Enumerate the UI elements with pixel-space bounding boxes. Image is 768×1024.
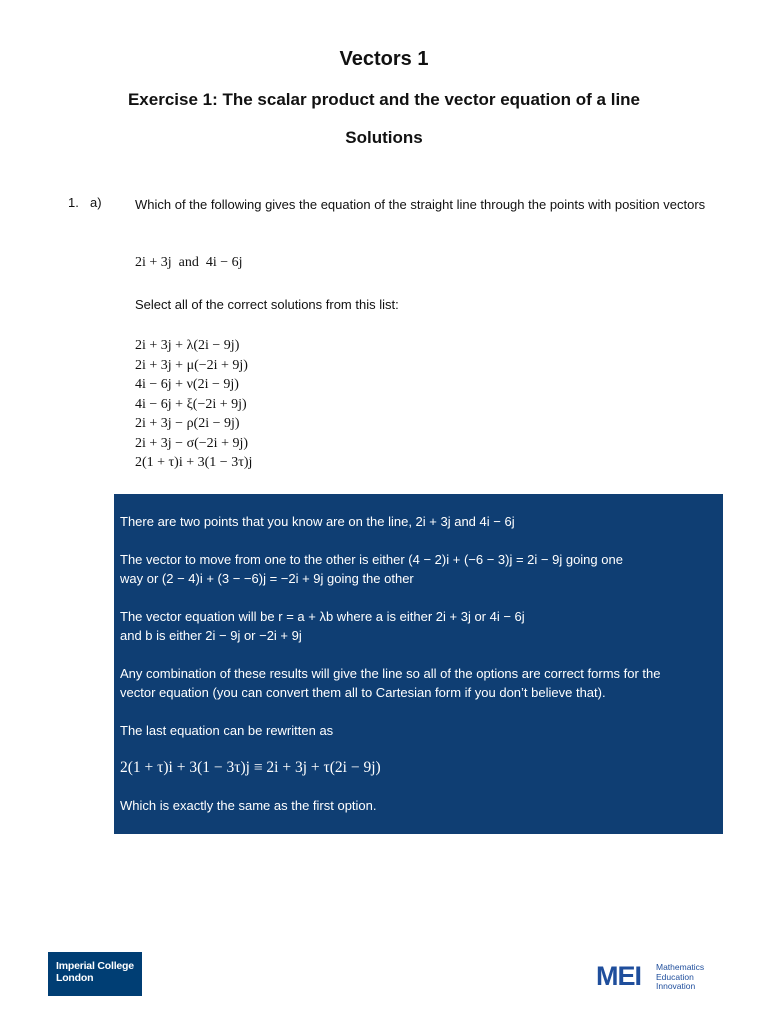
mei-logo-word: Education: [656, 971, 694, 982]
solution-text: vector equation (you can convert them all to Cartesian form if you don’t believe that).: [120, 685, 606, 700]
solutions-heading: Solutions: [345, 128, 423, 147]
option-item: 2i + 3j − ρ(2i − 9j): [135, 416, 240, 431]
solution-text: The last equation can be rewritten as: [120, 723, 334, 738]
mei-logo-word: Mathematics: [656, 962, 705, 972]
option-item: 4i − 6j + ν(2i − 9j): [135, 377, 239, 392]
solution-text: Which is exactly the same as the first option.: [120, 798, 377, 813]
mei-logo-mark: MEI: [596, 961, 642, 991]
solution-text: Any combination of these results will give the line so all of the options are correct forms for the: [120, 666, 661, 681]
page-title: Vectors 1: [339, 48, 429, 70]
option-item: 2i + 3j − σ(−2i + 9j): [135, 435, 249, 451]
mei-logo-word: Innovation: [656, 981, 696, 991]
imperial-logo-line: Imperial College: [56, 960, 134, 972]
exercise-title: Exercise 1: The scalar product and the vector equation of a line: [127, 90, 641, 109]
position-vectors: 2i + 3j and 4i − 6j: [135, 255, 243, 270]
option-item: 2i + 3j + μ(−2i + 9j): [135, 357, 248, 373]
solution-text: The vector to move from one to the other is either (4 − 2)i + (−6 − 3)j = 2i − 9j going one: [120, 552, 623, 567]
option-list: [135, 336, 252, 473]
option-item: 2(1 + τ)i + 3(1 − 3τ)j: [135, 455, 253, 470]
solution-text: There are two points that you know are on the line, 2i + 3j and 4i − 6j: [120, 514, 515, 529]
solution-text: way or (2 − 4)i + (3 − −6)j = −2i + 9j going the other: [120, 571, 414, 586]
select-instruction: Select all of the correct solutions from this list:: [135, 297, 399, 312]
question-number: 1.: [68, 195, 79, 210]
imperial-college-logo: [48, 952, 142, 996]
option-item: 4i − 6j + ξ(−2i + 9j): [135, 396, 247, 412]
question-text: Which of the following gives the equation of the straight line through the points with position vectors: [135, 197, 706, 212]
mei-logo-words: [656, 963, 704, 992]
option-item: 2i + 3j + λ(2i − 9j): [135, 338, 240, 353]
solution-equation: 2(1 + τ)i + 3(1 − 3τ)j ≡ 2i + 3j + τ(2i − 9j): [120, 759, 381, 776]
solution-text: The vector equation will be r = a + λb where a is either 2i + 3j or 4i − 6j: [120, 609, 525, 624]
imperial-logo-line: London: [56, 972, 94, 984]
solution-box: [114, 494, 723, 834]
mei-logo: [596, 961, 726, 995]
question-part: a): [90, 195, 102, 210]
solution-text: and b is either 2i − 9j or −2i + 9j: [120, 628, 302, 643]
